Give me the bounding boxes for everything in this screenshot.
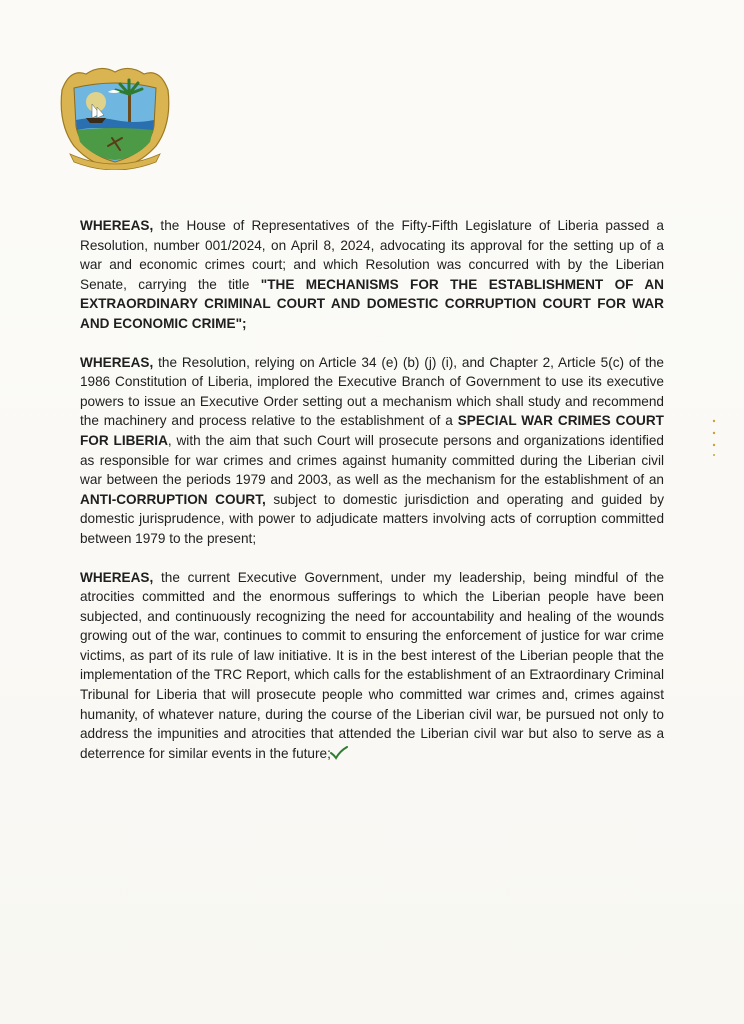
whereas-paragraph-1 <box>80 216 664 334</box>
resolution-body <box>80 216 664 782</box>
paragraph-text: the House of Representatives of the Fifty-Fifth Legislature of Liberia passed a Resolution, number 001/2024, on April 8, 2024, advocating its approval for the setting up of a war and economic crimes court; and which Resolution was concurred with by the Liberian Senate, carrying the title <box>80 218 664 292</box>
paragraph-text: subject to domestic jurisdiction and operating and guided by domestic jurisprudence, with power to adjudicate matters involving acts of corruption committed between 1979 to the present; <box>80 491 664 546</box>
paragraph-text: , with the aim that such Court will prosecute persons and organizations identified as responsible for war crimes and crimes against humanity committed during the Liberian civil war between the periods 1979 and 2003, as well as the mechanism for the establishment of an <box>80 432 664 488</box>
paragraph-text: the current Executive Government, under my leadership, being mindful of the atrocities committed and the enormous sufferings to which the Liberian people have been subjected, and continuously recognizing the need for accountability and healing of the wounds growing out of the war, continues to commit to ensuring the enforcement of justice for war crime victims, as part of its rule of law initiative. It is in the best interest of the Liberian people that the implementation of the TRC Report, which calls for the establishment of an Extraordinary Criminal Tribunal for Liberia that will prosecute people who committed war crimes and, crimes against humanity, of whatever nature, during the course of the Liberian civil war, be pursued not only to address the impunities and atrocities that attended the Liberian civil war but also to serve as a deterrence for similar events in the future; <box>80 569 664 761</box>
resolution-title: "THE MECHANISMS FOR THE ESTABLISHMENT OF AN EXTRAORDINARY CRIMINAL COURT AND DOMESTIC CORRUPTION COURT FOR WAR AND ECONOMIC CRIME"; <box>80 276 664 331</box>
whereas-lead: WHEREAS, <box>80 354 154 370</box>
whereas-lead: WHEREAS, <box>80 569 154 585</box>
whereas-paragraph-3 <box>80 568 664 764</box>
special-court-name: SPECIAL WAR CRIMES COURT FOR LIBERIA <box>80 413 664 448</box>
anti-corruption-court-name: ANTI-CORRUPTION COURT, <box>80 491 266 507</box>
paragraph-text: the Resolution, relying on Article 34 (e) (b) (j) (i), and Chapter 2, Article 5(c) of the 1986 Constitution of Liberia, implored the Executive Branch of Government to use its executive powers to issue an Executive Order setting out a mechanism which shall study and recommend the machinery and process relative to the establishment of a <box>80 354 664 429</box>
whereas-lead: WHEREAS, <box>80 218 154 233</box>
liberia-seal-icon <box>56 62 174 170</box>
whereas-paragraph-2 <box>80 353 664 549</box>
check-mark-icon <box>329 746 349 760</box>
margin-mark <box>712 418 716 458</box>
